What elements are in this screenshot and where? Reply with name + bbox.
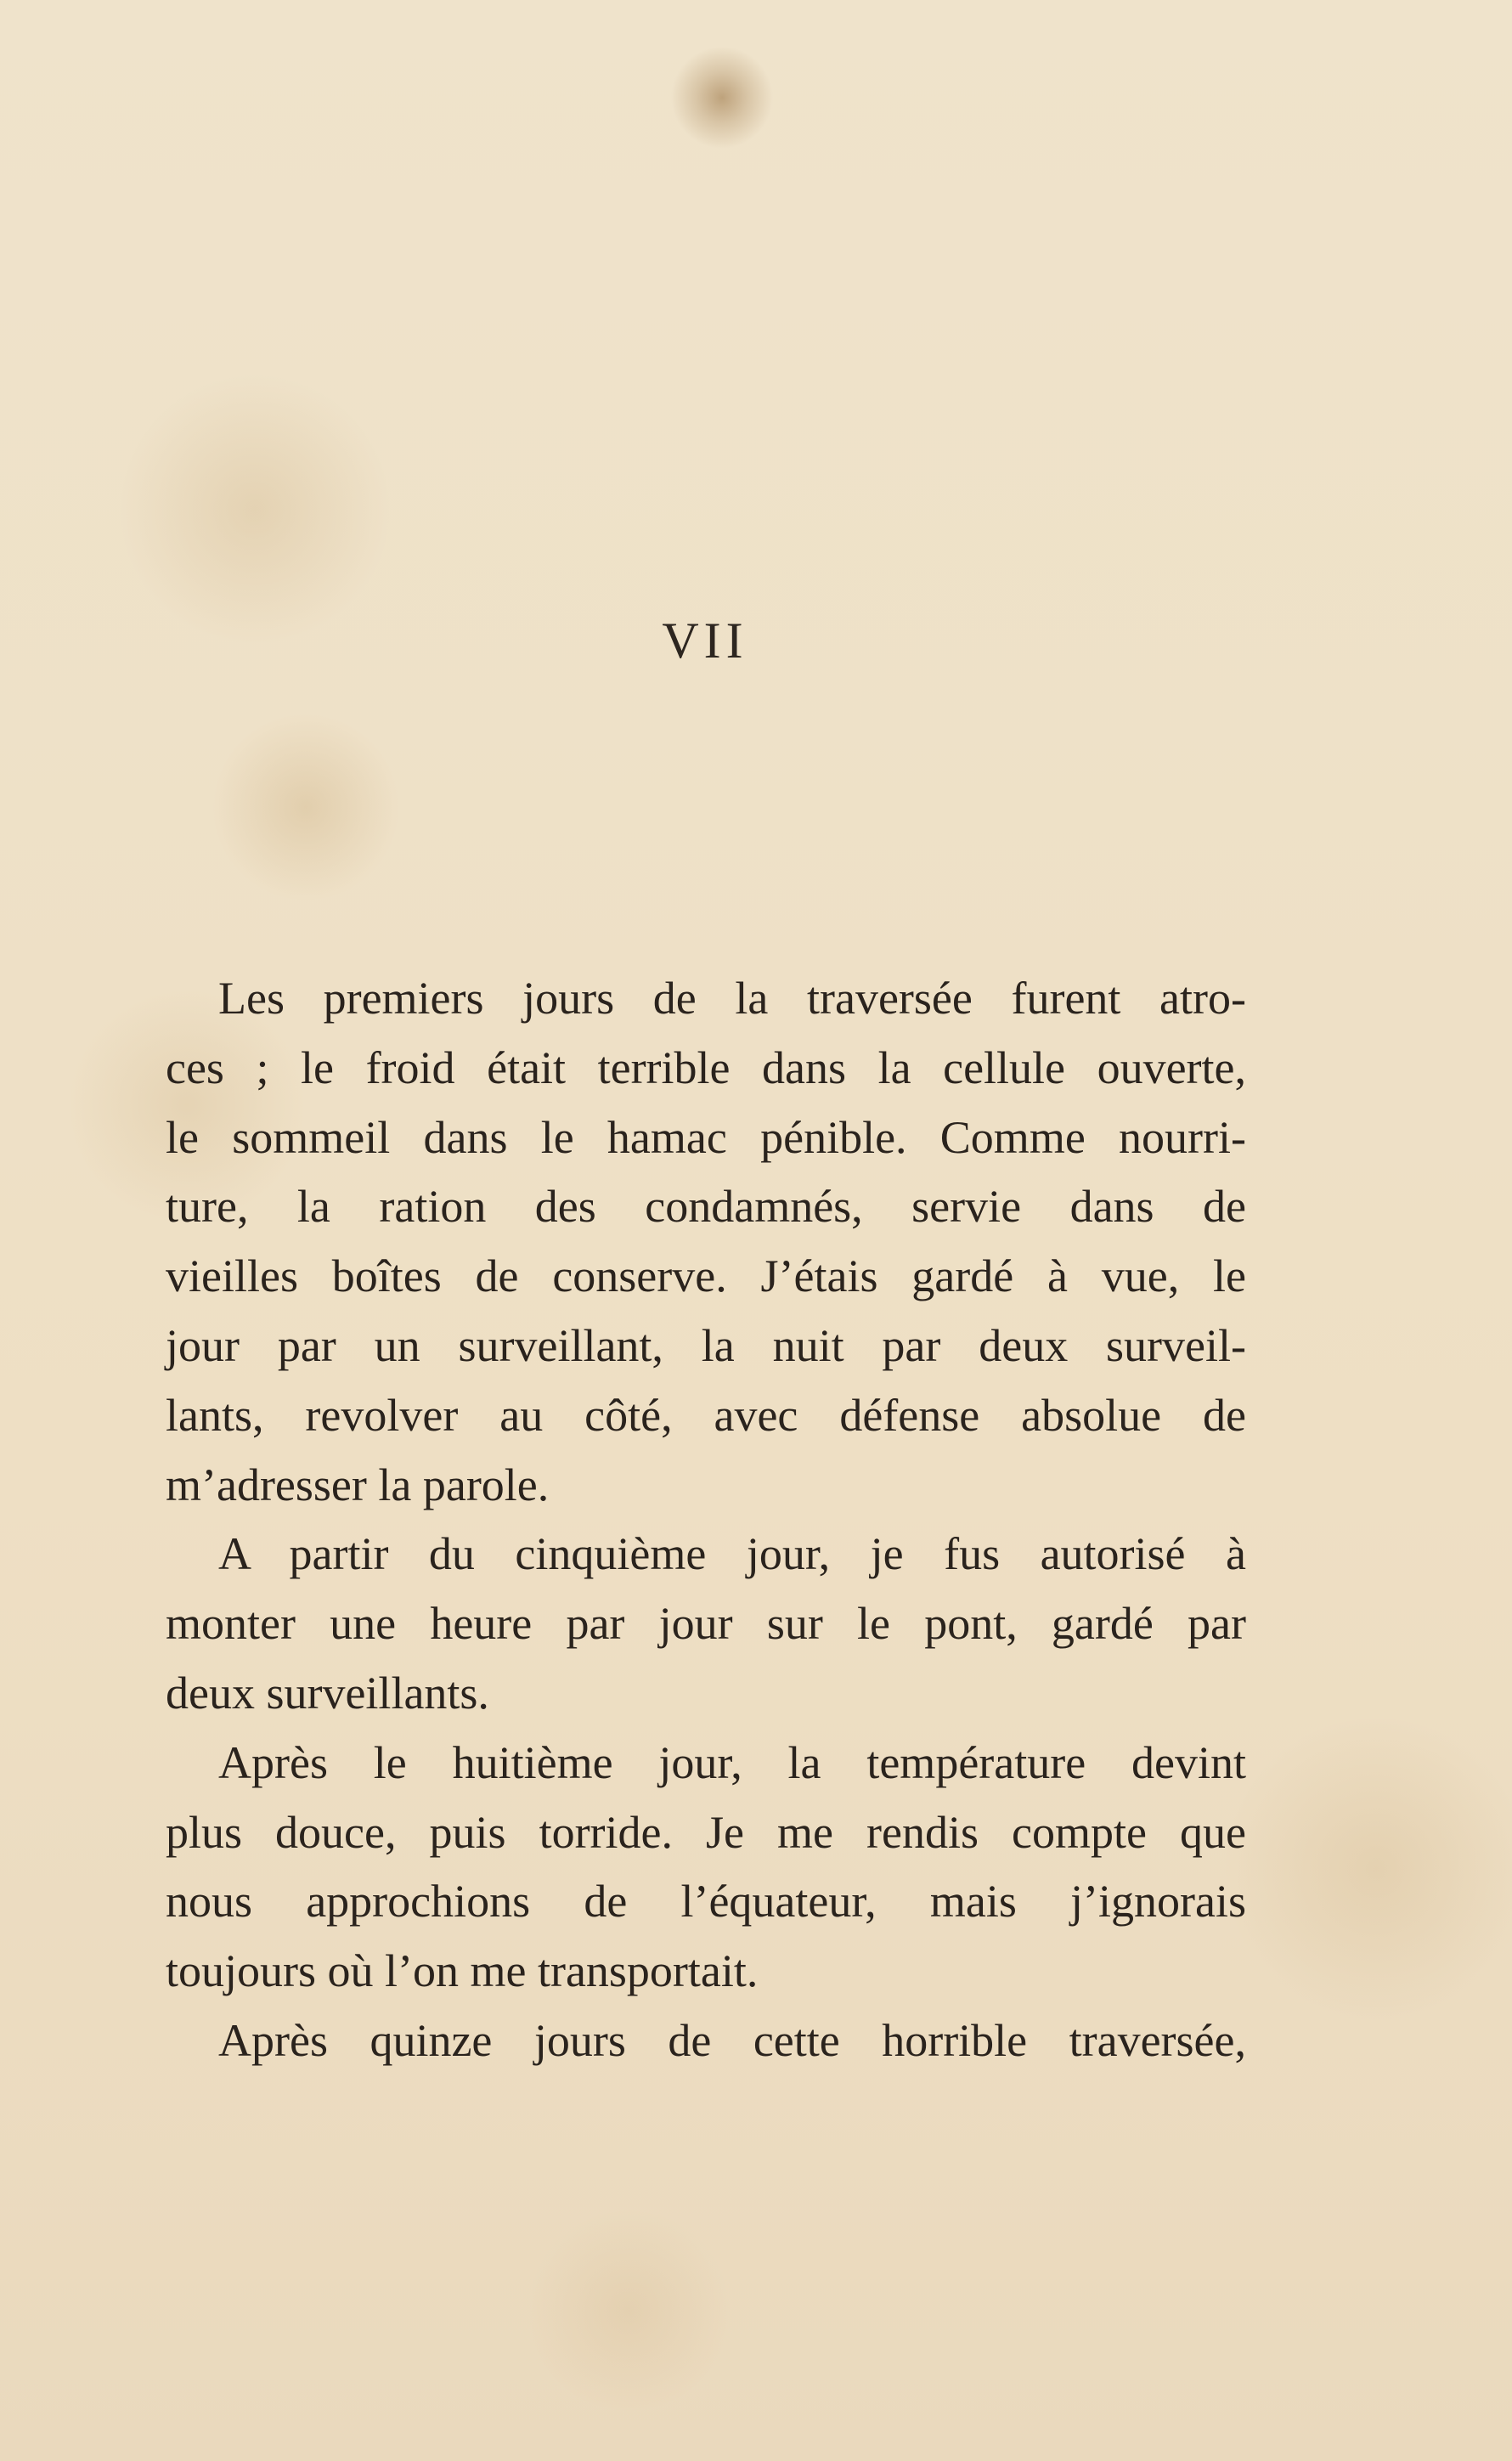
text-line: nous approchions de l’équateur, mais j’ignorais bbox=[166, 1876, 1246, 1928]
text-line: A partir du cinquième jour, je fus autorisé à bbox=[218, 1528, 1246, 1580]
text-line: ces ; le froid était terrible dans la cellule ouverte, bbox=[166, 1041, 1246, 1093]
text-line: le sommeil dans le hamac pénible. Comme nourri- bbox=[166, 1111, 1246, 1163]
body-text bbox=[166, 964, 1246, 2076]
text-line: Après le huitième jour, la température devint bbox=[218, 1736, 1246, 1788]
paragraph-3 bbox=[166, 1729, 1246, 2007]
paragraph-4 bbox=[166, 2007, 1246, 2076]
text-line: Les premiers jours de la traversée furent atro- bbox=[218, 973, 1246, 1024]
text-line: vieilles boîtes de conserve. J’étais gardé à vue, le bbox=[166, 1250, 1246, 1302]
paragraph-2 bbox=[166, 1520, 1246, 1728]
text-line: monter une heure par jour sur le pont, gardé par bbox=[166, 1598, 1246, 1650]
text-line: toujours où l’on me transportait. bbox=[166, 1945, 759, 1997]
text-line: jour par un surveillant, la nuit par deux surveil- bbox=[166, 1319, 1246, 1371]
text-line: ture, la ration des condamnés, servie dans de bbox=[166, 1181, 1246, 1233]
chapter-heading: VII bbox=[662, 612, 748, 669]
text-line: Après quinze jours de cette horrible traversée, bbox=[218, 2014, 1246, 2066]
text-line: plus douce, puis torride. Je me rendis compte que bbox=[166, 1806, 1246, 1858]
paragraph-1 bbox=[166, 964, 1246, 1520]
text-line: lants, revolver au côté, avec défense absolue de bbox=[166, 1389, 1246, 1441]
text-line: deux surveillants. bbox=[166, 1667, 489, 1719]
text-line: m’adresser la parole. bbox=[166, 1459, 550, 1510]
